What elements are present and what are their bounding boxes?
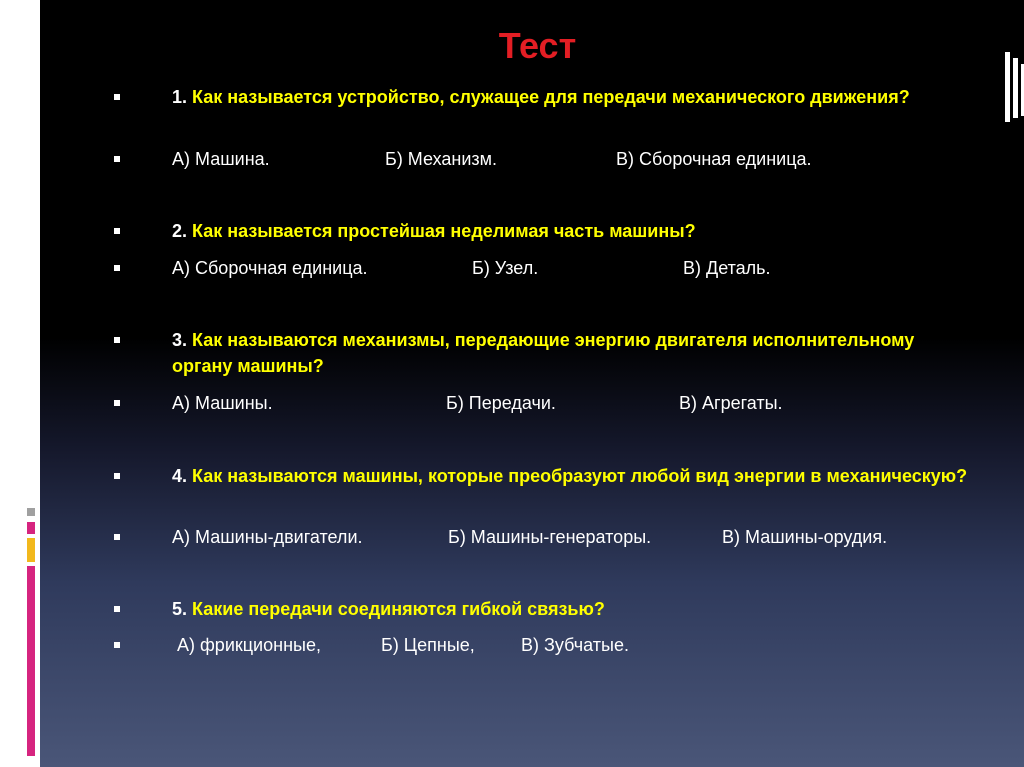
bullet (114, 156, 120, 162)
bullet (114, 265, 120, 271)
question-text (172, 463, 972, 489)
answer-c: В) Машины-орудия. (722, 527, 888, 547)
bullet (114, 473, 120, 479)
answer-b: Б) Узел. (472, 258, 539, 278)
bullet (114, 337, 120, 343)
decor-bar-magenta-top (27, 522, 35, 534)
answer-b: Б) Машины-генераторы. (448, 527, 652, 547)
decor-bar-gray (27, 508, 35, 516)
bullet (114, 642, 120, 648)
question-number: 4. (172, 466, 188, 486)
answer-b: Б) Передачи. (446, 393, 556, 413)
question-text (172, 596, 972, 622)
bullet (114, 94, 120, 100)
bullet (114, 606, 120, 612)
answer-a: А) Машины-двигатели. (172, 527, 363, 547)
question-number: 2. (172, 221, 188, 241)
bullet (114, 400, 120, 406)
answer-b: Б) Цепные, (381, 635, 475, 655)
answer-a: А) Машина. (172, 149, 270, 169)
question-label: Какие передачи соединяются гибкой связью? (192, 599, 605, 619)
question-label: Как называется устройство, служащее для передачи механического движения? (192, 87, 910, 107)
answer-c: В) Сборочная единица. (616, 149, 812, 169)
bullet (114, 228, 120, 234)
answer-c: В) Агрегаты. (679, 393, 783, 413)
question-text (172, 218, 972, 244)
question-label: Как называются механизмы, передающие энергию двигателя исполнительному органу машины? (172, 330, 915, 376)
answer-a: А) Сборочная единица. (172, 258, 368, 278)
question-text (172, 327, 972, 379)
question-label: Как называются машины, которые преобразуют любой вид энергии в механическую? (192, 466, 968, 486)
question-number: 3. (172, 330, 188, 350)
question-number: 5. (172, 599, 188, 619)
question-label: Как называется простейшая неделимая часть машины? (192, 221, 696, 241)
bullet (114, 534, 120, 540)
slide-title: Тест (498, 25, 577, 66)
question-number: 1. (172, 87, 188, 107)
answer-c: В) Зубчатые. (521, 635, 629, 655)
question-text (172, 84, 972, 110)
answer-c: В) Деталь. (683, 258, 771, 278)
slide (40, 0, 1024, 767)
answer-a: А) Машины. (172, 393, 273, 413)
answer-b: Б) Механизм. (385, 149, 498, 169)
decor-bar-magenta (27, 566, 35, 756)
decor-bar-yellow (27, 538, 35, 562)
answer-a: А) фрикционные, (177, 635, 321, 655)
